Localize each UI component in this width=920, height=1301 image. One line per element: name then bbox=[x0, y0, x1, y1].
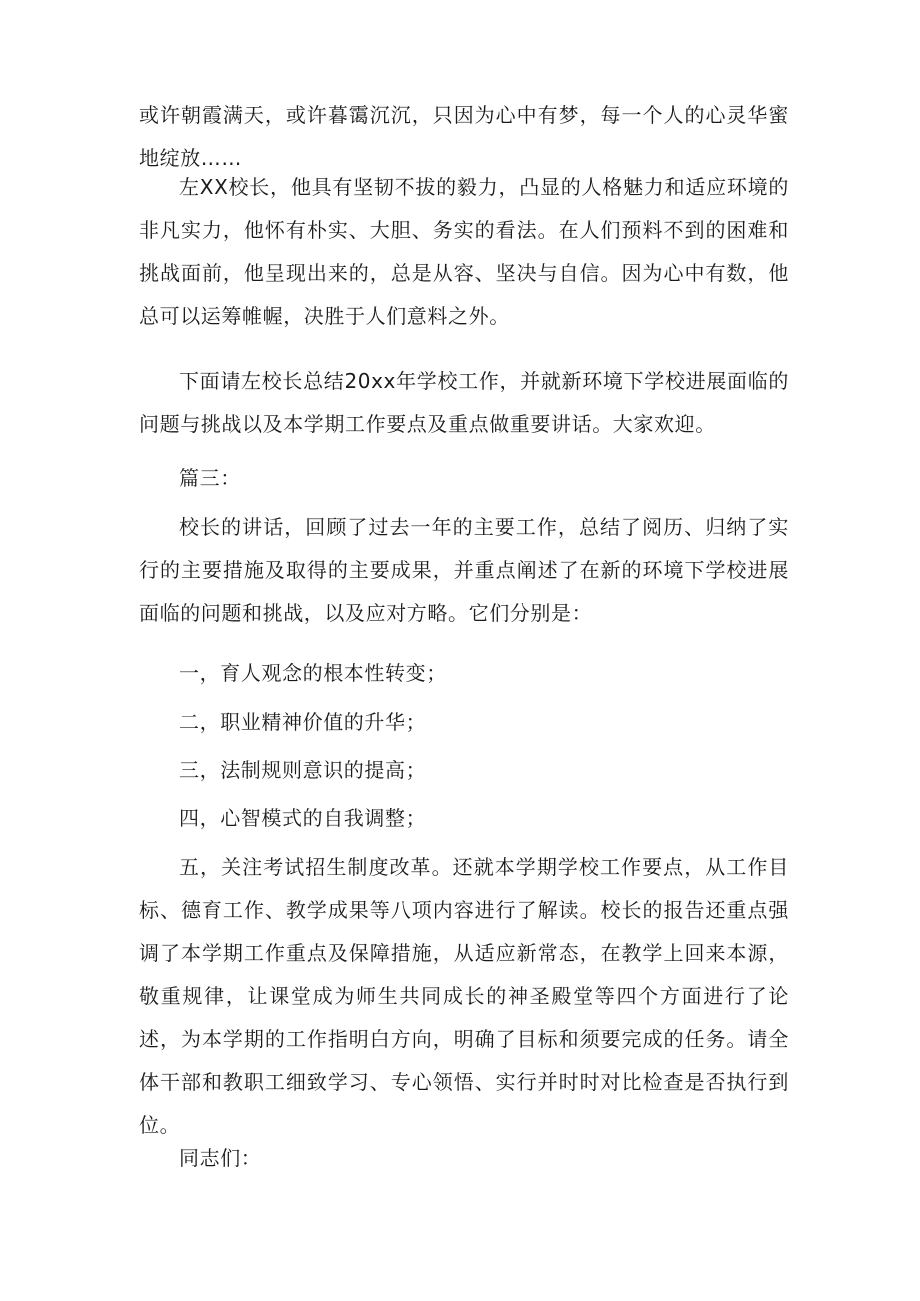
paragraph-1: 或许朝霞满天，或许暮霭沉沉，只因为心中有梦，每一个人的心灵华蜜地绽放…… bbox=[139, 103, 789, 170]
closing-salutation: 同志们： bbox=[179, 1146, 262, 1170]
paragraph-4: 校长的讲话，回顾了过去一年的主要工作，总结了阅历、归纳了实行的主要措施及取得的主要成果，并重点阐述了在新的环境下学校进展面临的问题和挑战，以及应对方略。它们分别是： bbox=[139, 515, 789, 625]
section-heading: 篇三： bbox=[179, 466, 241, 490]
list-item-1: 一，育人观念的根本性转变； bbox=[179, 661, 447, 685]
paragraph-5: 五，关注考试招生制度改革。还就本学期学校工作要点，从工作目标、德育工作、教学成果等八项内容进行了解读。校长的报告还重点强调了本学期工作重点及保障措施，从适应新常态，在教学上回来本源，敬重规律，让课堂成为师生共同成长的神圣殿堂等四个方面进行了论述，为本学期的工作指明白方向，明确了目标和须要完成的任务。请全体干部和教职工细致学习、专心领悟、实行并时时对比检查是否执行到位。 bbox=[139, 855, 789, 1137]
list-item-4: 四，心智模式的自我调整； bbox=[179, 806, 427, 830]
paragraph-2: 左XX校长，他具有坚韧不拔的毅力，凸显的人格魅力和适应环境的非凡实力，他怀有朴实、大胆、务实的看法。在人们预料不到的困难和挑战面前，他呈现出来的，总是从容、坚决与自信。因为心中有数，他总可以运筹帷幄，决胜于人们意料之外。 bbox=[139, 175, 789, 328]
paragraph-3: 下面请左校长总结20xx年学校工作，并就新环境下学校进展面临的问题与挑战以及本学期工作要点及重点做重要讲话。大家欢迎。 bbox=[139, 369, 789, 436]
list-item-2: 二，职业精神价值的升华； bbox=[179, 710, 427, 734]
list-item-3: 三，法制规则意识的提高； bbox=[179, 758, 427, 782]
